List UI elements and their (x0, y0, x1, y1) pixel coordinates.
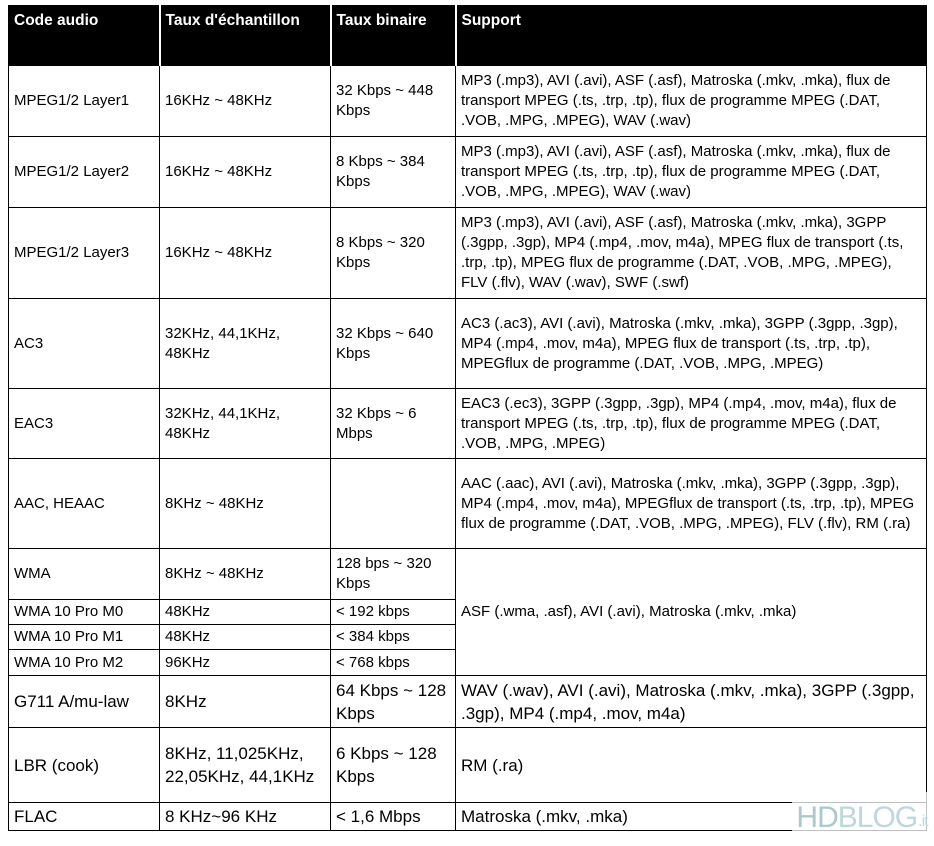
sample-rate-cell: 48KHz (160, 625, 331, 650)
codec-cell: G711 A/mu-law (9, 676, 160, 728)
codec-cell: FLAC (9, 803, 160, 831)
codec-cell: MPEG1/2 Layer1 (9, 66, 160, 137)
table-row (9, 137, 927, 208)
support-cell: MP3 (.mp3), AVI (.avi), ASF (.asf), Matroska (.mkv, .mka), flux de transport MPEG (.ts, .trp, .tp), flux de programme MPEG (.DAT, .VOB, .MPG, .MPEG), WAV (.wav) (456, 66, 927, 137)
support-cell: ASF (.wma, .asf), AVI (.avi), Matroska (.mkv, .mka) (456, 549, 927, 676)
bitrate-cell: 32 Kbps ~ 640 Kbps (331, 299, 456, 389)
codec-cell: EAC3 (9, 389, 160, 459)
support-cell: AAC (.aac), AVI (.avi), Matroska (.mkv, .mka), 3GPP (.3gpp, .3gp), MP4 (.mp4, .mov, m4a), MPEGflux de transport (.ts, .trp, .tp), MPEG flux de programme (.DAT, .VOB, .MPG, .MPEG), FLV (.flv), RM (.ra) (456, 459, 927, 549)
sample-rate-cell: 8KHz ~ 48KHz (160, 459, 331, 549)
table-row (9, 299, 927, 389)
header-bitrate: Taux binaire (331, 6, 456, 66)
sample-rate-cell: 8 KHz~96 KHz (160, 803, 331, 831)
codec-cell: WMA 10 Pro M0 (9, 600, 160, 625)
audio-codec-table-frame (8, 5, 926, 835)
header-codec: Code audio (9, 6, 160, 66)
sample-rate-cell: 8KHz, 11,025KHz, 22,05KHz, 44,1KHz (160, 728, 331, 803)
header-sample-rate: Taux d'échantillon (160, 6, 331, 66)
audio-codec-table (8, 5, 927, 831)
table-row (9, 676, 927, 728)
table-row (9, 803, 927, 831)
sample-rate-cell: 96KHz (160, 650, 331, 676)
codec-cell: WMA (9, 549, 160, 600)
sample-rate-cell: 32KHz, 44,1KHz, 48KHz (160, 389, 331, 459)
support-cell: MP3 (.mp3), AVI (.avi), ASF (.asf), Matroska (.mkv, .mka), 3GPP (.3gpp, .3gp), MP4 (.mp4, .mov, m4a), MPEG flux de transport (.ts, .trp, .tp), MPEG flux de programme (.DAT, .VOB, .MPG, .MPEG), FLV (.flv), WAV (.wav), SWF (.swf) (456, 208, 927, 299)
codec-cell: MPEG1/2 Layer3 (9, 208, 160, 299)
sample-rate-cell: 16KHz ~ 48KHz (160, 66, 331, 137)
bitrate-cell: 128 bps ~ 320 Kbps (331, 549, 456, 600)
support-cell: AC3 (.ac3), AVI (.avi), Matroska (.mkv, .mka), 3GPP (.3gpp, .3gp), MP4 (.mp4, .mov, m4a), MPEG flux de transport (.ts, .trp, .tp), MPEGflux de programme (.DAT, .VOB, .MPG, .MPEG) (456, 299, 927, 389)
watermark-blog: BLOG (837, 801, 918, 834)
sample-rate-cell: 48KHz (160, 600, 331, 625)
table-row (9, 208, 927, 299)
bitrate-cell: < 192 kbps (331, 600, 456, 625)
sample-rate-cell: 16KHz ~ 48KHz (160, 208, 331, 299)
bitrate-cell: < 384 kbps (331, 625, 456, 650)
codec-cell: MPEG1/2 Layer2 (9, 137, 160, 208)
header-row (9, 6, 927, 66)
support-cell: MP3 (.mp3), AVI (.avi), ASF (.asf), Matroska (.mkv, .mka), flux de transport MPEG (.ts, .trp, .tp), flux de programme MPEG (.DAT, .VOB, .MPG, .MPEG), WAV (.wav) (456, 137, 927, 208)
hdblog-watermark-logo (792, 792, 932, 844)
bitrate-cell: < 1,6 Mbps (331, 803, 456, 831)
bitrate-cell: < 768 kbps (331, 650, 456, 676)
bitrate-cell: 32 Kbps ~ 448 Kbps (331, 66, 456, 137)
sample-rate-cell: 8KHz (160, 676, 331, 728)
support-cell: EAC3 (.ec3), 3GPP (.3gpp, .3gp), MP4 (.mp4, .mov, m4a), flux de transport MPEG (.ts, .trp, .tp), flux de programme MPEG (.DAT, .VOB, .MPG, .MPEG) (456, 389, 927, 459)
bitrate-cell: 64 Kbps ~ 128 Kbps (331, 676, 456, 728)
codec-cell: AC3 (9, 299, 160, 389)
sample-rate-cell: 32KHz, 44,1KHz, 48KHz (160, 299, 331, 389)
bitrate-cell: 32 Kbps ~ 6 Mbps (331, 389, 456, 459)
codec-cell: WMA 10 Pro M1 (9, 625, 160, 650)
table-row (9, 66, 927, 137)
table-row (9, 459, 927, 549)
bitrate-cell: 8 Kbps ~ 384 Kbps (331, 137, 456, 208)
watermark-hd: HD (796, 801, 838, 834)
codec-cell: LBR (cook) (9, 728, 160, 803)
table-row (9, 389, 927, 459)
watermark-it: .it (918, 813, 928, 830)
header-support: Support (456, 6, 927, 66)
table-row (9, 728, 927, 803)
support-cell: Matroska (.mkv, .mka) (456, 803, 927, 831)
bitrate-cell (331, 459, 456, 549)
codec-cell: AAC, HEAAC (9, 459, 160, 549)
bitrate-cell: 6 Kbps ~ 128 Kbps (331, 728, 456, 803)
support-cell: WAV (.wav), AVI (.avi), Matroska (.mkv, .mka), 3GPP (.3gpp, .3gp), MP4 (.mp4, .mov, m4a) (456, 676, 927, 728)
sample-rate-cell: 8KHz ~ 48KHz (160, 549, 331, 600)
bitrate-cell: 8 Kbps ~ 320 Kbps (331, 208, 456, 299)
codec-cell: WMA 10 Pro M2 (9, 650, 160, 676)
table-row (9, 549, 927, 600)
sample-rate-cell: 16KHz ~ 48KHz (160, 137, 331, 208)
support-cell: RM (.ra) (456, 728, 927, 803)
